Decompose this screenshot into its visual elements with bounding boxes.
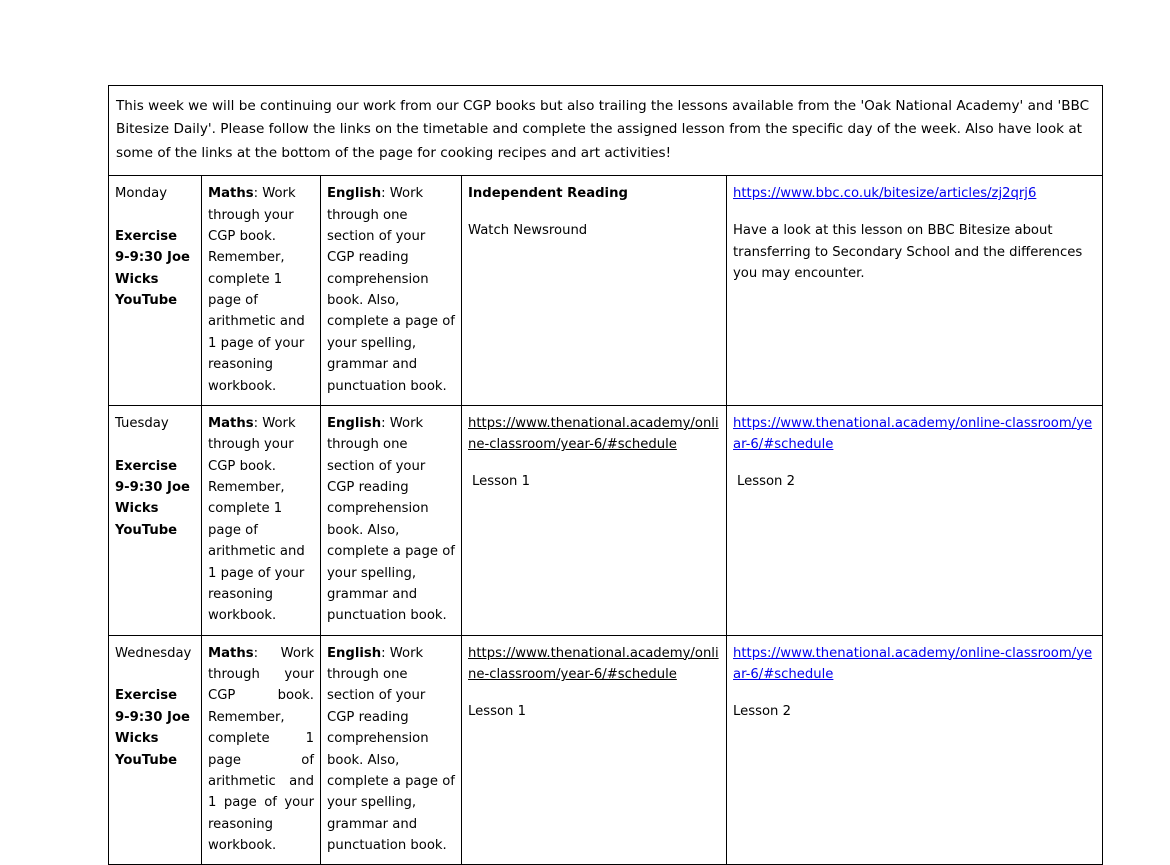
oak-academy-link[interactable]: https://www.thenational.academy/online-classroom/year-6/#schedule [733, 645, 1093, 682]
english-label: English [327, 415, 382, 431]
reading-cell-monday [462, 176, 727, 406]
maths-label: Maths [208, 645, 254, 661]
oak-link-cell-tuesday-lesson2 [727, 405, 1103, 635]
oak-academy-link[interactable]: https://www.thenational.academy/online-classroom/year-6/#schedule [468, 645, 719, 682]
maths-body: Work through your CGP book. Remember, complete 1 page of arithmetic and 1 page of your reasoning workbook. [208, 645, 314, 853]
intro-row [109, 86, 1103, 176]
exercise-note: Exercise 9-9:30 Joe Wicks YouTube [115, 688, 190, 768]
cell-spacer [468, 456, 720, 472]
weekly-timetable [108, 85, 1103, 865]
label-colon: : [253, 645, 281, 661]
english-label: English [327, 645, 382, 661]
english-cell-monday [321, 176, 462, 406]
cell-spacer [733, 685, 1096, 701]
maths-cell-monday [202, 176, 321, 406]
oak-link-cell-tuesday-lesson1 [462, 405, 727, 635]
lesson-label: Lesson 2 [737, 474, 795, 490]
oak-academy-link[interactable]: https://www.thenational.academy/online-classroom/year-6/#schedule [468, 415, 719, 453]
table-row [109, 405, 1103, 635]
table-row [109, 635, 1103, 865]
link-cell-monday [727, 176, 1103, 406]
english-label: English [327, 186, 382, 202]
oak-link-cell-wednesday-lesson2 [727, 635, 1103, 865]
cell-spacer [115, 664, 195, 685]
day-cell-wednesday [109, 635, 202, 865]
cell-spacer [468, 685, 720, 701]
english-body: Work through one section of your CGP reading comprehension book. Also, complete a page of your spelling, grammar and punctuation book. [327, 415, 455, 624]
bitesize-link[interactable]: https://www.bbc.co.uk/bitesize/articles/zj2qrj6 [733, 186, 1037, 202]
reading-task: Watch Newsround [468, 223, 588, 239]
intro-cell [109, 86, 1103, 176]
intro-paragraph: This week we will be continuing our work from our CGP books but also trailing the lessons available from the 'Oak National Academy' and 'BBC Bitesize Daily'. Please follow the links on the timetable and complete the assigned lesson from the specific day of the week. Also have look at some of the links at the bottom of the page for cooking recipes and art activities! [116, 98, 1090, 161]
oak-academy-link[interactable]: https://www.thenational.academy/online-classroom/year-6/#schedule [733, 415, 1093, 453]
exercise-note: Exercise 9-9:30 Joe Wicks YouTube [115, 228, 190, 308]
label-colon: : [253, 186, 263, 202]
cell-spacer [733, 456, 1096, 472]
lesson-label: Lesson 1 [468, 704, 526, 720]
day-cell-tuesday [109, 405, 202, 635]
maths-body: Work through your CGP book. Remember, complete 1 page of arithmetic and 1 page of your reasoning workbook. [208, 415, 305, 624]
label-colon: : [381, 645, 390, 661]
english-body: Work through one section of your CGP reading comprehension book. Also, complete a page of your spelling, grammar and punctuation book. [327, 186, 455, 394]
maths-body: Work through your CGP book. Remember, complete 1 page of arithmetic and 1 page of your reasoning workbook. [208, 186, 305, 394]
day-label: Monday [115, 186, 168, 202]
oak-link-cell-wednesday-lesson1 [462, 635, 727, 865]
lesson-label: Lesson 1 [472, 474, 530, 490]
exercise-note: Exercise 9-9:30 Joe Wicks YouTube [115, 458, 190, 538]
maths-label: Maths [208, 415, 254, 431]
day-label: Wednesday [115, 645, 192, 661]
label-colon: : [381, 186, 390, 202]
english-cell-tuesday [321, 405, 462, 635]
label-colon: : [253, 415, 263, 431]
independent-reading-heading: Independent Reading [468, 186, 628, 202]
english-body: Work through one section of your CGP reading comprehension book. Also, complete a page of your spelling, grammar and punctuation book. [327, 645, 455, 853]
english-cell-wednesday [321, 635, 462, 865]
day-label: Tuesday [115, 415, 169, 431]
label-colon: : [381, 415, 390, 431]
day-cell-monday [109, 176, 202, 406]
cell-spacer [115, 434, 195, 455]
maths-cell-tuesday [202, 405, 321, 635]
maths-label: Maths [208, 186, 254, 202]
lesson-label: Lesson 2 [733, 704, 791, 720]
cell-spacer [115, 205, 195, 226]
table-row [109, 176, 1103, 406]
cell-spacer [733, 205, 1096, 221]
maths-cell-wednesday [202, 635, 321, 865]
cell-spacer [468, 205, 720, 221]
bitesize-description: Have a look at this lesson on BBC Bitesize about transferring to Secondary School and the differences you may encounter. [733, 223, 1083, 282]
